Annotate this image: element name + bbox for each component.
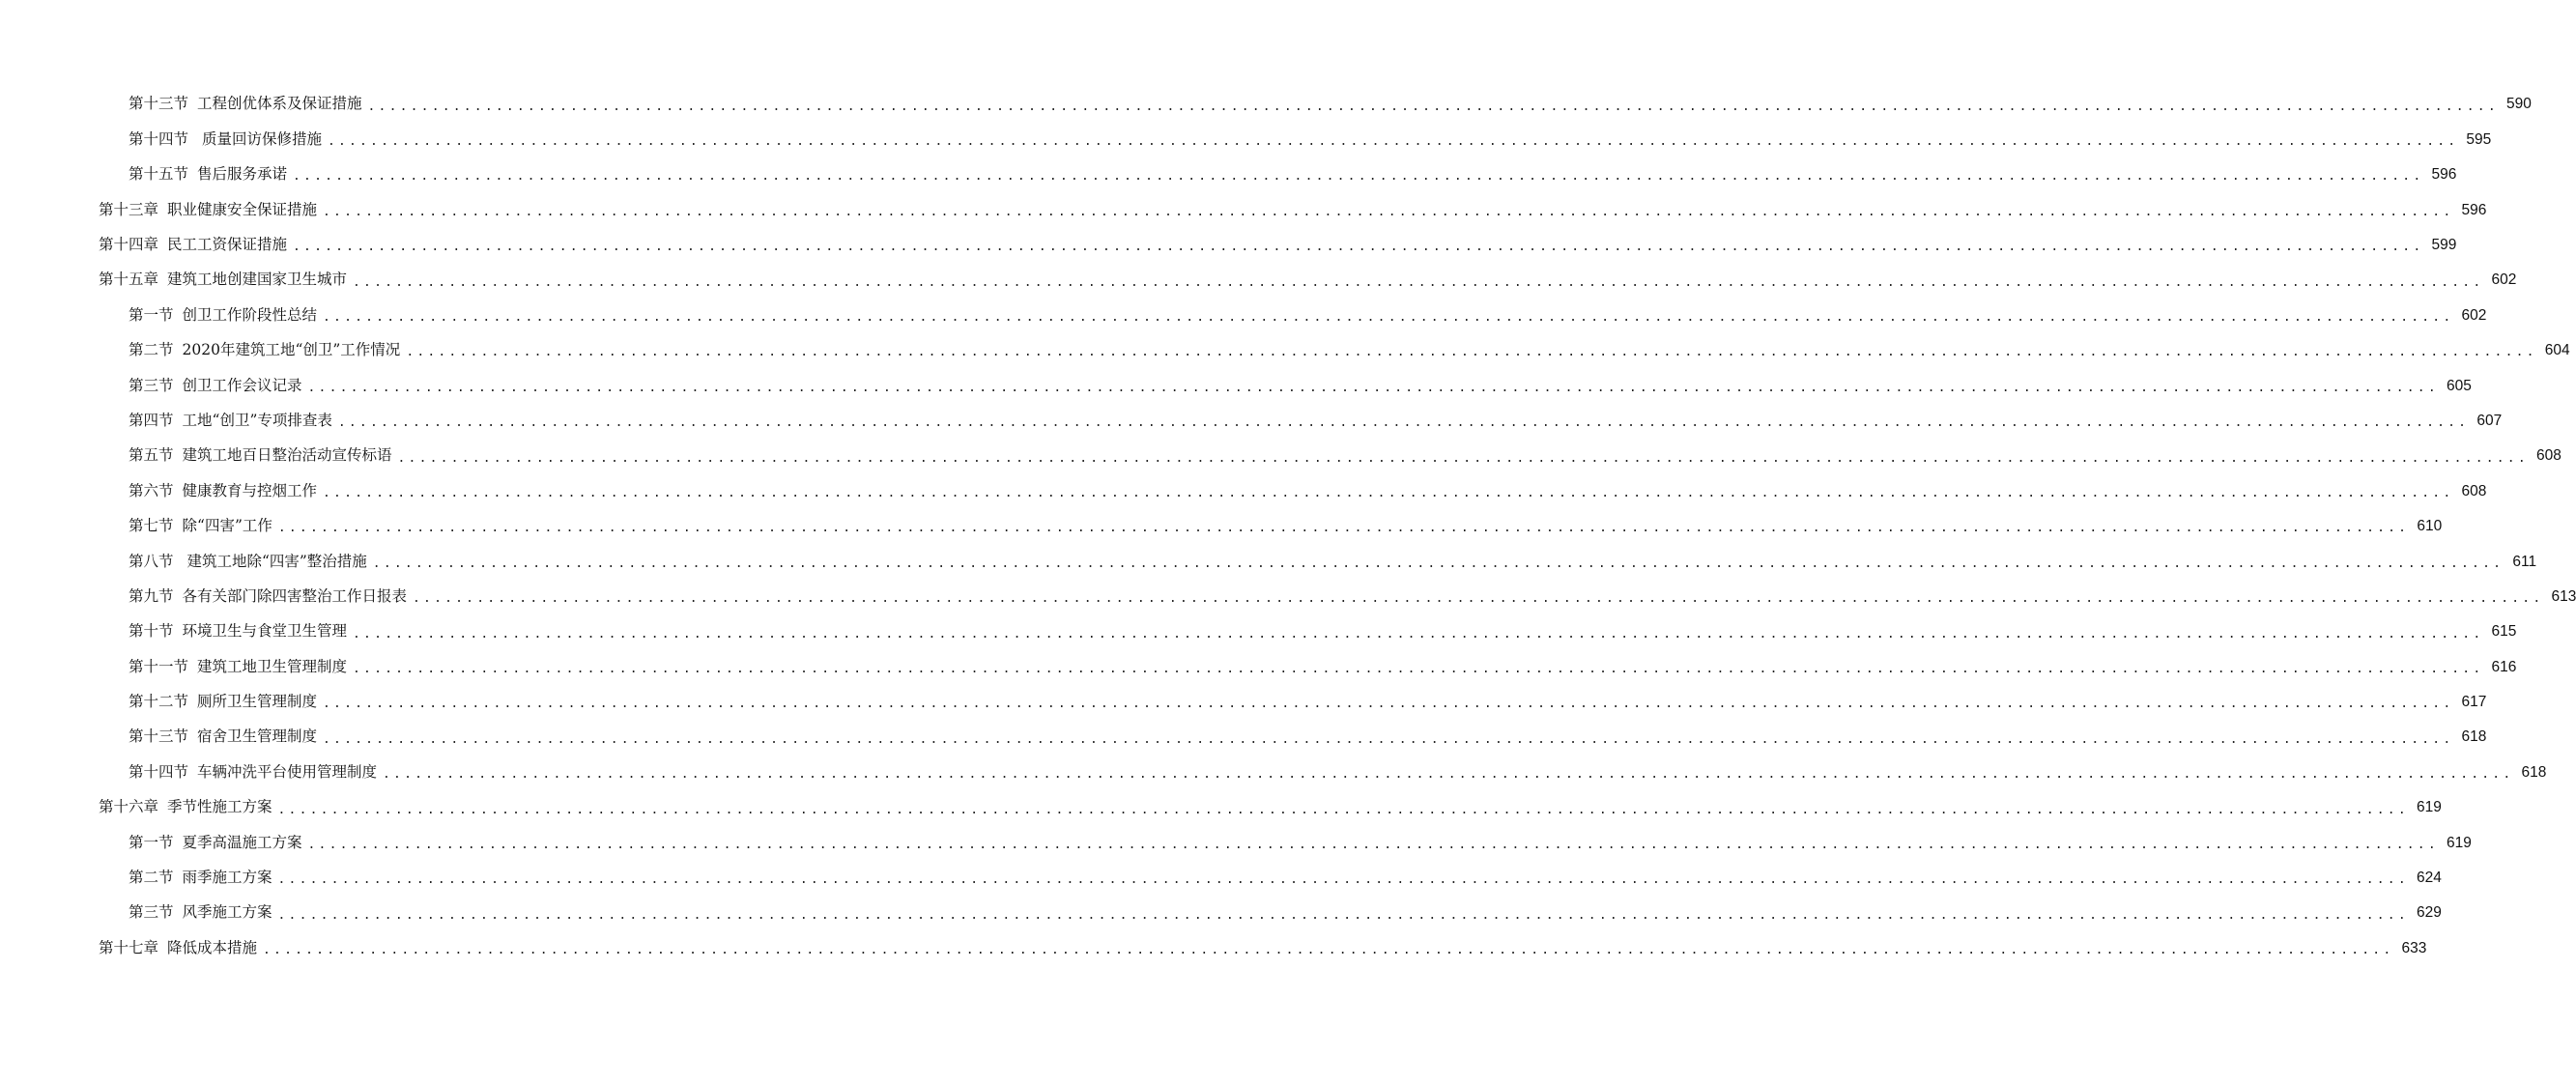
table-of-contents [0,87,2576,966]
toc-section-entry[interactable] [0,157,2457,192]
toc-entry-number: 第十五章 [99,271,159,289]
toc-entry-title: 除“四害”工作 [182,517,272,535]
toc-entry-number: 第十七章 [99,938,159,956]
toc-dot-leader: ........................................................................................................................................................................................................ [307,837,2439,852]
toc-page-number: 615 [2491,623,2517,641]
toc-entry-number: 第一节 [129,833,174,851]
toc-entry-title: 建筑工地除“四害”整治措施 [182,552,367,570]
toc-entry-title: 车辆冲洗平台使用管理制度 [197,762,378,781]
toc-page-number: 608 [2461,482,2487,499]
toc-dot-leader: ........................................................................................................................................................................................................ [383,767,2514,783]
toc-dot-leader: ........................................................................................................................................................................................................ [353,274,2484,290]
toc-entry-title: 各有关部门除四害整治工作日报表 [182,586,408,605]
toc-page-number: 617 [2461,694,2487,711]
toc-section-entry[interactable] [0,755,2547,789]
toc-entry-title: 建筑工地卫生管理制度 [197,657,348,675]
toc-entry-number: 第十三章 [99,200,159,218]
toc-section-entry[interactable] [0,473,2487,508]
toc-page-number: 590 [2506,96,2532,113]
toc-dot-leader: ........................................................................................................................................................................................................ [367,99,2499,114]
toc-entry-title: 创卫工作阶段性总结 [182,305,318,324]
toc-section-entry[interactable] [0,122,2492,157]
toc-entry-number: 第九节 [129,586,174,605]
toc-page-number: 599 [2431,237,2457,253]
toc-dot-leader: ........................................................................................................................................................................................................ [323,697,2454,712]
toc-dot-leader: ........................................................................................................................................................................................................ [323,731,2454,747]
toc-entry-number: 第八节 [129,552,174,570]
toc-section-entry[interactable] [0,614,2517,649]
toc-page-number: 619 [2417,799,2442,816]
toc-page-number: 616 [2491,658,2517,675]
toc-entry-title: 宿舍卫生管理制度 [197,727,318,746]
toc-entry-title: 工程创优体系及保证措施 [197,95,362,113]
toc-entry-title: 售后服务承诺 [197,165,288,184]
toc-page-number: 624 [2417,870,2442,887]
toc-entry-number: 第六节 [129,481,174,499]
toc-section-entry[interactable] [0,298,2487,332]
toc-dot-leader: ........................................................................................................................................................................................................ [406,345,2537,360]
toc-entry-number: 第十二节 [129,693,189,711]
toc-page-number: 611 [2512,553,2537,570]
toc-entry-title: 建筑工地百日整治活动宣传标语 [182,446,392,465]
toc-page-number: 604 [2544,342,2570,359]
toc-entry-number: 第十四节 [129,129,189,148]
toc-entry-number: 第二节 [129,869,174,887]
toc-entry-number: 第四节 [129,411,174,429]
toc-dot-leader: ........................................................................................................................................................................................................ [263,943,2394,958]
toc-page-number: 596 [2431,166,2457,184]
toc-section-entry[interactable] [0,896,2442,930]
toc-section-entry[interactable] [0,720,2487,755]
toc-dot-leader: ........................................................................................................................................................................................................ [397,450,2529,466]
toc-entry-title: 健康教育与控烟工作 [182,481,318,499]
toc-entry-title: 风季施工方案 [182,903,272,922]
toc-chapter-entry[interactable] [0,263,2517,298]
toc-page-number: 610 [2417,518,2443,535]
toc-dot-leader: ........................................................................................................................................................................................................ [293,240,2424,255]
toc-page-number: 602 [2461,306,2487,324]
toc-dot-leader: ........................................................................................................................................................................................................ [372,556,2504,571]
toc-entry-number: 第十五节 [129,165,189,184]
toc-entry-title: 建筑工地创建国家卫生城市 [167,271,348,289]
toc-entry-number: 第十一节 [129,657,189,675]
toc-page-number: 619 [2447,834,2472,851]
toc-entry-number: 第十三节 [129,727,189,746]
toc-dot-leader: ........................................................................................................................................................................................................ [323,485,2454,500]
toc-page-number: 608 [2536,447,2562,465]
toc-section-entry[interactable] [0,509,2443,544]
toc-dot-leader: ........................................................................................................................................................................................................ [277,521,2410,536]
toc-entry-title: 创卫工作会议记录 [182,376,302,394]
toc-dot-leader: ........................................................................................................................................................................................................ [327,134,2459,150]
toc-page-number: 633 [2401,939,2427,956]
toc-entry-number: 第一节 [129,305,174,324]
toc-dot-leader: ........................................................................................................................................................................................................ [323,204,2454,219]
toc-page-number: 595 [2466,130,2492,148]
toc-entry-number: 第十节 [129,622,174,641]
toc-page-number: 602 [2491,271,2517,289]
toc-page-number: 618 [2521,763,2547,781]
toc-entry-title: 夏季高温施工方案 [182,833,302,851]
toc-entry-title: 工地“创卫”专项排查表 [182,411,332,429]
toc-dot-leader: ........................................................................................................................................................................................................ [307,380,2439,395]
toc-page-number: 629 [2417,904,2442,922]
toc-section-entry[interactable] [0,685,2487,720]
toc-chapter-entry[interactable] [0,192,2487,227]
toc-page-number: 605 [2447,377,2472,394]
toc-dot-leader: ........................................................................................................................................................................................................ [353,661,2484,676]
toc-section-entry[interactable] [0,333,2570,368]
toc-section-entry[interactable] [0,861,2442,896]
toc-page-number: 613 [2551,587,2576,605]
toc-entry-number: 第十六章 [99,798,159,816]
toc-dot-leader: ........................................................................................................................................................................................................ [277,907,2409,923]
toc-dot-leader: ........................................................................................................................................................................................................ [277,872,2409,888]
toc-page-number: 596 [2461,201,2487,218]
toc-dot-leader: ........................................................................................................................................................................................................ [413,591,2544,607]
toc-entry-title: 质量回访保修措施 [197,129,322,148]
toc-page-number: 618 [2461,728,2487,746]
toc-entry-title: 职业健康安全保证措施 [167,200,318,218]
toc-chapter-entry[interactable] [0,930,2427,965]
toc-section-entry[interactable] [0,825,2472,860]
toc-dot-leader: ........................................................................................................................................................................................................ [277,802,2409,817]
toc-section-entry[interactable] [0,404,2503,439]
toc-dot-leader: ........................................................................................................................................................................................................ [293,169,2424,185]
toc-entry-number: 第十三节 [129,95,189,113]
toc-section-entry[interactable] [0,544,2537,579]
toc-entry-number: 第二节 [129,341,174,359]
toc-entry-title: 环境卫生与食堂卫生管理 [182,622,348,641]
toc-page-number: 607 [2476,412,2503,429]
toc-entry-title: 厕所卫生管理制度 [197,693,318,711]
toc-entry-number: 第十四章 [99,236,159,253]
toc-entry-title: 2020年建筑工地“创卫”工作情况 [182,341,401,359]
toc-entry-title: 雨季施工方案 [182,869,272,887]
toc-dot-leader: ........................................................................................................................................................................................................ [337,415,2470,431]
toc-entry-number: 第三节 [129,903,174,922]
toc-entry-number: 第十四节 [129,762,189,781]
toc-entry-title: 季节性施工方案 [167,798,272,816]
toc-entry-title: 降低成本措施 [167,938,258,956]
toc-section-entry[interactable] [0,439,2562,473]
toc-section-entry[interactable] [0,579,2576,613]
toc-entry-number: 第五节 [129,446,174,465]
toc-entry-title: 民工工资保证措施 [167,236,288,253]
toc-dot-leader: ........................................................................................................................................................................................................ [353,626,2484,642]
toc-chapter-entry[interactable] [0,228,2457,263]
toc-section-entry[interactable] [0,87,2532,122]
toc-dot-leader: ........................................................................................................................................................................................................ [323,310,2454,326]
toc-section-entry[interactable] [0,368,2472,403]
toc-chapter-entry[interactable] [0,790,2442,825]
toc-entry-number: 第三节 [129,376,174,394]
toc-section-entry[interactable] [0,649,2517,684]
toc-entry-number: 第七节 [129,517,174,535]
